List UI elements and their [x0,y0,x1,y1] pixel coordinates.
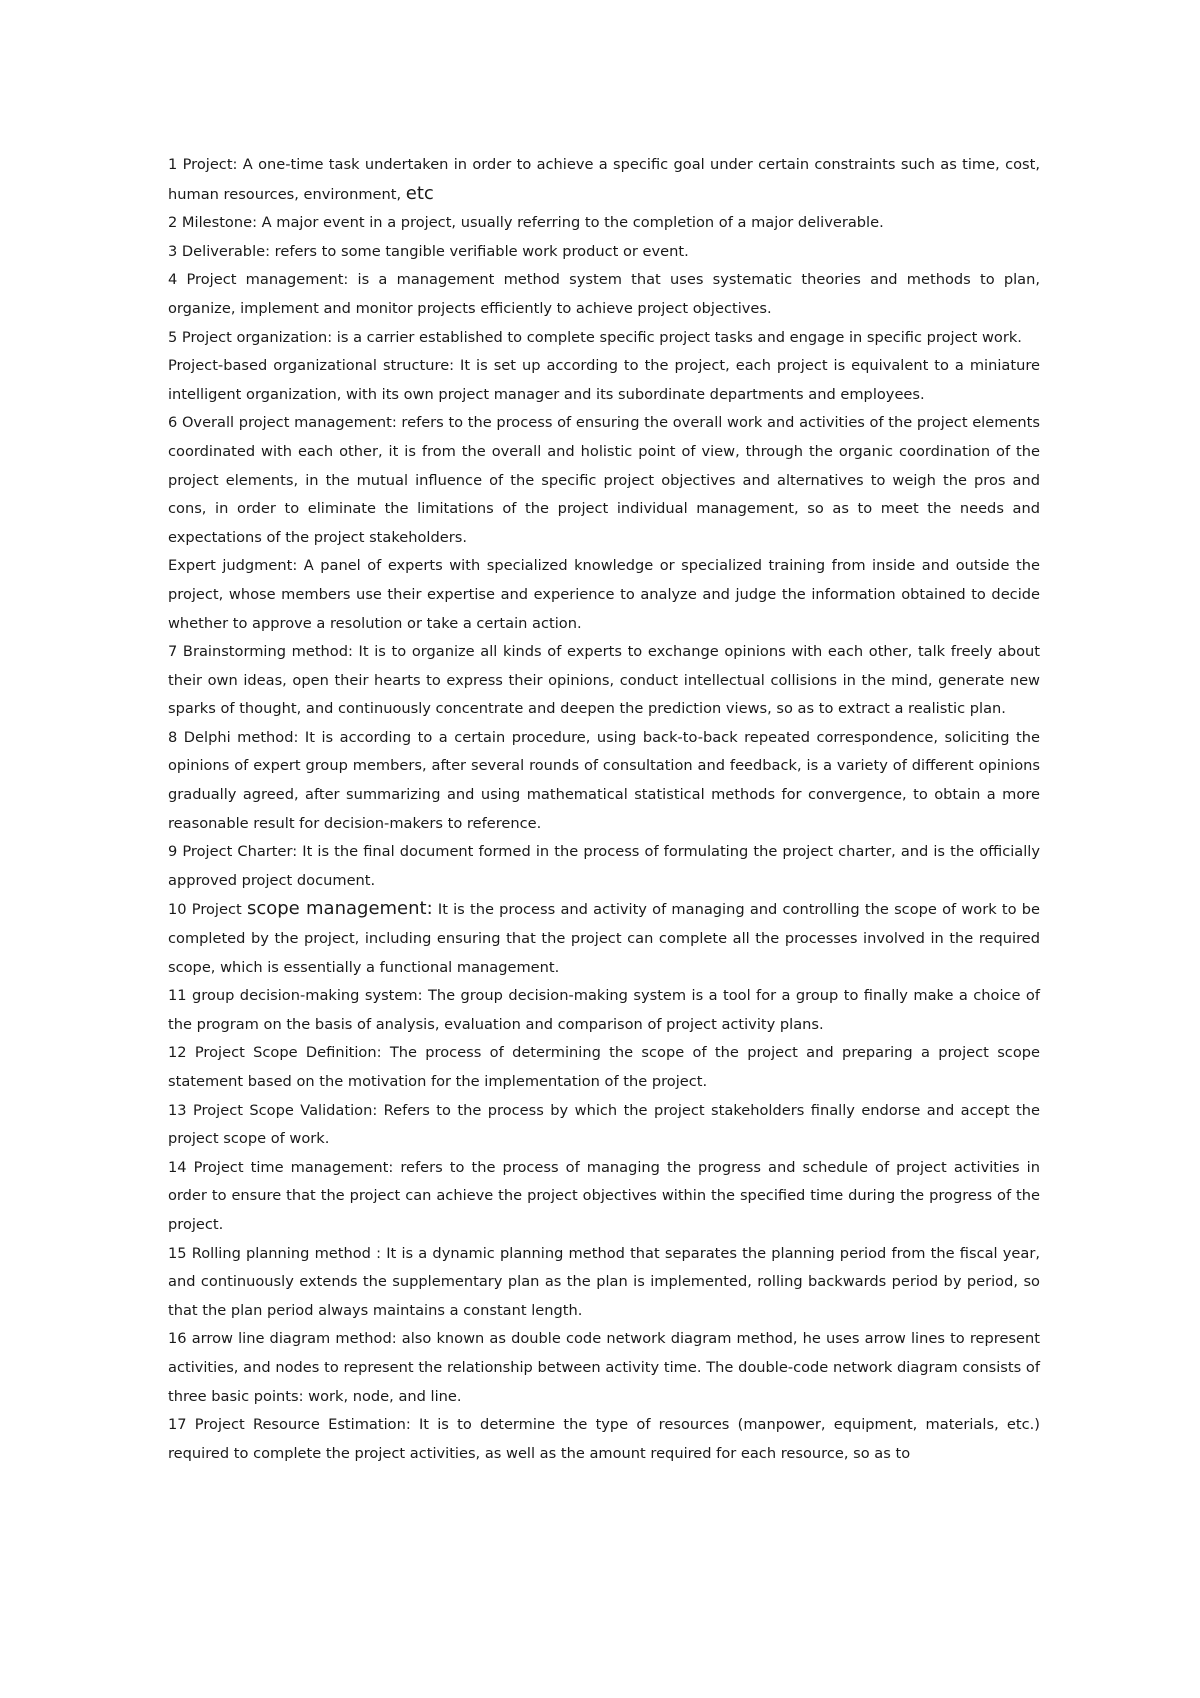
paragraph-project: 1 Project: A one-time task undertaken in order to achieve a specific goal under certain constraints such as time, cost, human resources, environment, etc [168,156,1040,204]
paragraph-overall-management: 6 Overall project management: refers to the process of ensuring the overall work and activities of the project elements coordinated with each other, it is from the overall and holistic point of view, through the organic coordination of the project elements, in the mutual influence of the specific project objectives and alternatives to weigh the pros and cons, in order to eliminate the limitations of the project individual management, so as to meet the needs and expectations of the project stakeholders. [168,414,1040,546]
paragraph-milestone: 2 Milestone: A major event in a project, usually referring to the completion of a major deliverable. [168,214,884,232]
scope-management-term: scope management: [246,898,433,920]
paragraph-brainstorming: 7 Brainstorming method: It is to organize all kinds of experts to exchange opinions with each other, talk freely about their own ideas, open their hearts to express their opinions, conduct intellectual collisions in the mind, generate new sparks of thought, and continuously concentrate and deepen the prediction views, so as to extract a realistic plan. [168,643,1040,718]
paragraph-project-management: 4 Project management: is a management method system that uses systematic theories and methods to plan, organize, implement and monitor projects efficiently to achieve project objectives. [168,271,1040,317]
etc-text: etc [405,182,434,204]
paragraph-expert-judgment: Expert judgment: A panel of experts with specialized knowledge or specialized training from inside and outside the project, whose members use their expertise and experience to analyze and judge the information obtained to decide whether to approve a resolution or take a certain action. [168,557,1040,632]
paragraph-project-based-structure: Project-based organizational structure: It is set up according to the project, each project is equivalent to a miniature intelligent organization, with its own project manager and its subordinate departments and employees. [168,357,1040,403]
document-body [168,151,1040,1468]
paragraph-time-management: 14 Project time management: refers to the process of managing the progress and schedule of project activities in order to ensure that the project can achieve the project objectives within the specified time during the progress of the project. [168,1158,1040,1233]
paragraph-delphi: 8 Delphi method: It is according to a certain procedure, using back-to-back repeated correspondence, soliciting the opinions of expert group members, after several rounds of consultation and feedback, is a variety of different opinions gradually agreed, after summarizing and using mathematical statistical methods for convergence, to obtain a more reasonable result for decision-makers to reference. [168,728,1040,832]
paragraph-deliverable: 3 Deliverable: refers to some tangible verifiable work product or event. [168,242,689,260]
paragraph-scope-validation: 13 Project Scope Validation: Refers to the process by which the project stakeholders finally endorse and accept the project scope of work. [168,1101,1040,1148]
paragraph-resource-estimation: 17 Project Resource Estimation: It is to determine the type of resources (manpower, equipment, materials, etc.) required to complete the project activities, as well as the amount required for each resource, so as to [168,1416,1040,1462]
paragraph-project-charter: 9 Project Charter: It is the final document formed in the process of formulating the project charter, and is the officially approved project document. [168,843,1040,889]
paragraph-scope-management: 10 Project scope management: It is the process and activity of managing and controlling the scope of work to be completed by the project, including ensuring that the project can complete all the processes involved in the required scope, which is essentially a functional management. [168,898,1041,976]
paragraph-arrow-line-diagram: 16 arrow line diagram method: also known as double code network diagram method, he uses arrow lines to represent activities, and nodes to represent the relationship between activity time. The double-code network diagram consists of three basic points: work, node, and line. [168,1330,1040,1405]
paragraph-scope-definition: 12 Project Scope Definition: The process of determining the scope of the project and preparing a project scope statement based on the motivation for the implementation of the project. [168,1044,1040,1090]
paragraph-group-decision: 11 group decision-making system: The group decision-making system is a tool for a group to finally make a choice of the program on the basis of analysis, evaluation and comparison of project activity plans. [168,987,1040,1033]
paragraph-rolling-planning: 15 Rolling planning method : It is a dynamic planning method that separates the planning period from the fiscal year, and continuously extends the supplementary plan as the plan is implemented, rolling backwards period by period, so that the plan period always maintains a constant length. [168,1244,1040,1319]
paragraph-project-organization: 5 Project organization: is a carrier established to complete specific project tasks and engage in specific project work. [168,328,1022,346]
